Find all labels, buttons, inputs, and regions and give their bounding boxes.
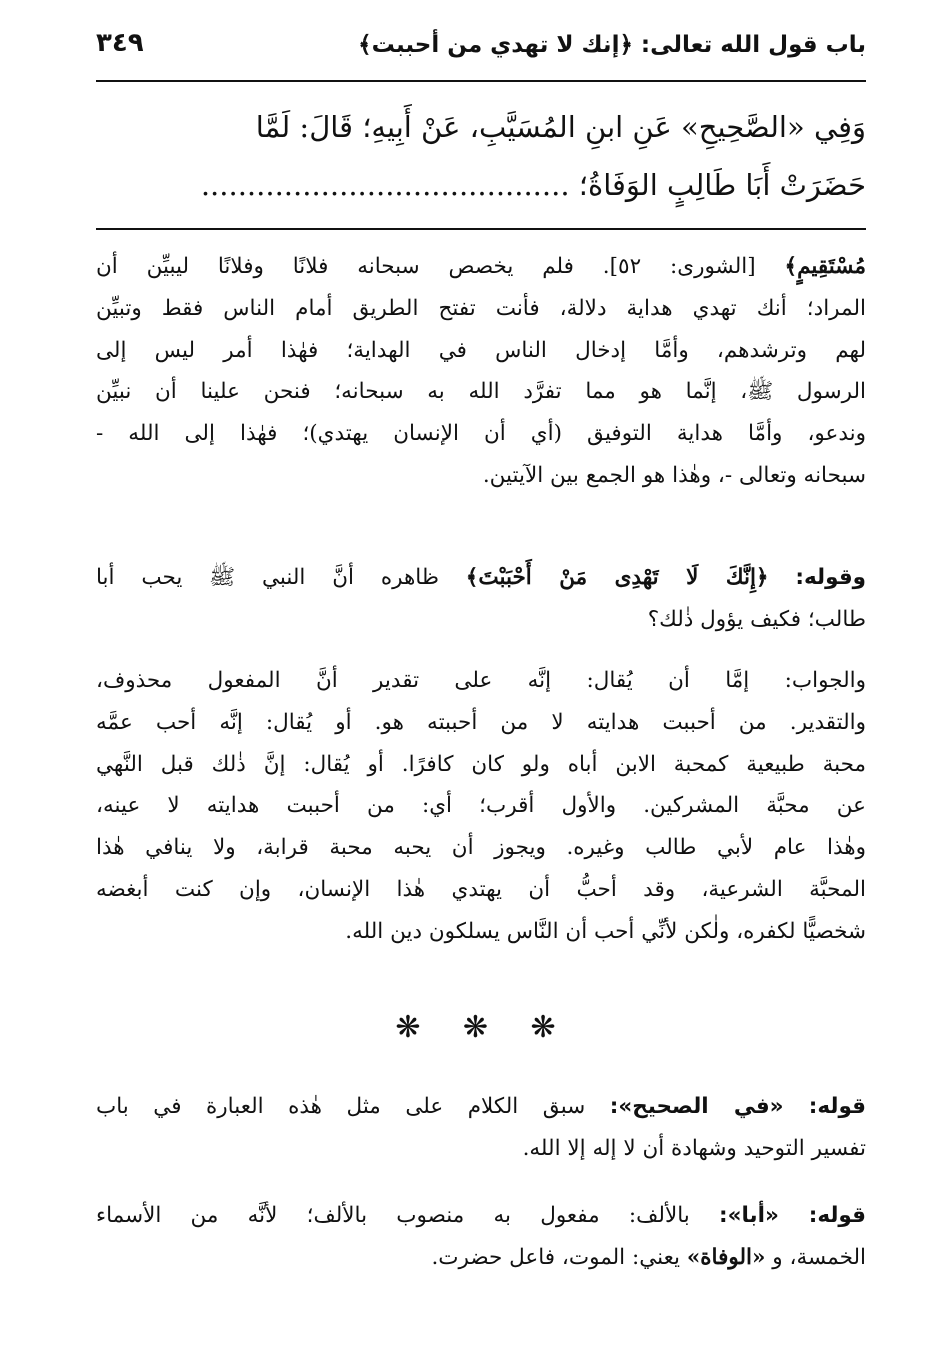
paragraph-lead: قوله: «أبا»:	[718, 1203, 866, 1228]
chapter-title: باب قول الله تعالى: ﴿إنك لا تهدي من أحببت﴾	[358, 32, 866, 58]
paragraph-line-text: بالألف: مفعول به منصوب بالألف؛ لأنَّه من الأسماء	[96, 1203, 690, 1228]
paragraph-line-text: يعني: الموت، فاعل حضرت.	[431, 1244, 680, 1270]
paragraph-lead: وقوله:	[795, 565, 867, 590]
quran-word: مُسْتَقِيمٍ﴾	[784, 254, 866, 279]
commentary-paragraph-5	[96, 1195, 866, 1279]
paragraph-line: المراد؛ أنك تهدي هداية دلالة، فأنت تفتح الطريق أمام الناس فقط وتبيِّن	[96, 295, 866, 321]
paragraph-line: عن محبَّة المشركين. والأول أقرب؛ أي: من أحببت هدايته لا عينه،	[96, 793, 866, 819]
quran-verse: ﴿إِنَّكَ لَا تَهْدِى مَنْ أَحْبَبْتَ﴾	[465, 565, 769, 590]
header-rule	[96, 80, 866, 82]
paragraph-line	[96, 1195, 866, 1237]
page-header	[96, 22, 866, 74]
quoted-term: «الوفاة»	[686, 1244, 766, 1270]
paragraph-line: محبة طبيعية كمحبة الابن أباه ولو كان كافرًا. أو يُقال: إنَّ ذٰلك قبل النَّهي	[96, 751, 866, 777]
paragraph-line: تفسير التوحيد وشهادة أن لا إله إلا الله.	[522, 1135, 866, 1161]
paragraph-line-text: [الشورى: ٥٢]. فلم يخصص سبحانه فلانًا وفلانًا ليبيِّن أن	[96, 254, 756, 279]
hadith-line-1: وَفِي «الصَّحِيحِ» عَنِ ابنِ المُسَيَّبِ، عَنْ أَبِيهِ؛ قَالَ: لَمَّا	[255, 110, 866, 144]
paragraph-line: والتقدير. من أحببت هدايته لا من أحببته هو. أو يُقال: إنَّه أحب عمَّه	[96, 709, 866, 735]
star-icon: ❋	[395, 1010, 421, 1045]
paragraph-lead: قوله: «في الصحيح»:	[609, 1094, 866, 1119]
hadith-dots: ........................................	[200, 168, 570, 202]
paragraph-line: وندعو، وأمَّا هداية التوفيق (أي أن الإنسان يهتدي)؛ فهٰذا إلى الله -	[96, 421, 866, 447]
star-icon: ❋	[462, 1010, 489, 1045]
hadith-text	[96, 98, 866, 214]
star-icon: ❋	[530, 1010, 556, 1045]
commentary-paragraph-1	[96, 246, 866, 497]
paragraph-line	[96, 246, 866, 288]
paragraph-line: والجواب: إمَّا أن يُقال: إنَّه على تقدير أنَّ المفعول محذوف،	[96, 668, 866, 693]
commentary-paragraph-3	[96, 660, 866, 953]
paragraph-line: الرسول ﷺ، إنَّما هو مما تفرَّد الله به سبحانه؛ فنحن علينا أن نبيِّن	[96, 379, 866, 405]
hadith-line-2-text: حَضَرَتْ أَبَا طَالِبٍ الوَفَاةُ؛	[578, 168, 866, 202]
paragraph-line: سبحانه وتعالى -، وهٰذا هو الجمع بين الآيتين.	[482, 462, 866, 488]
paragraph-line: لهم وترشدهم، وأمَّا إدخال الناس في الهداية؛ فهٰذا أمر ليس إلى	[96, 337, 866, 363]
paragraph-line: وهٰذا عام لأبي طالب وغيره. ويجوز أن يحبه محبة قرابة، ولا ينافي هٰذا	[96, 835, 866, 861]
paragraph-line: طالب؛ فكيف يؤول ذٰلك؟	[647, 606, 866, 632]
paragraph-line	[96, 1237, 866, 1279]
commentary-paragraph-4	[96, 1086, 866, 1170]
paragraph-line: شخصيًّا لكفره، ولٰكن لأنِّي أحب أن النَّاس يسلكون دين الله.	[345, 918, 866, 944]
page-number: ٣٤٩	[96, 28, 144, 58]
paragraph-line-text: سبق الكلام على مثل هٰذه العبارة في باب	[96, 1094, 586, 1119]
hadith-line-2	[96, 156, 866, 214]
section-separator	[0, 1010, 951, 1045]
paragraph-line: المحبَّة الشرعية، وقد أحبُّ أن يهتدي هٰذا الإنسان، وإن كنت أبغضه	[96, 876, 866, 902]
paragraph-line	[96, 1086, 866, 1128]
paragraph-line-text: ظاهره أنَّ النبي ﷺ يحب أبا	[96, 565, 439, 590]
paragraph-line	[96, 557, 866, 599]
paragraph-line-text: الخمسة، و	[772, 1244, 866, 1270]
section-rule	[96, 228, 866, 230]
commentary-paragraph-2	[96, 557, 866, 641]
